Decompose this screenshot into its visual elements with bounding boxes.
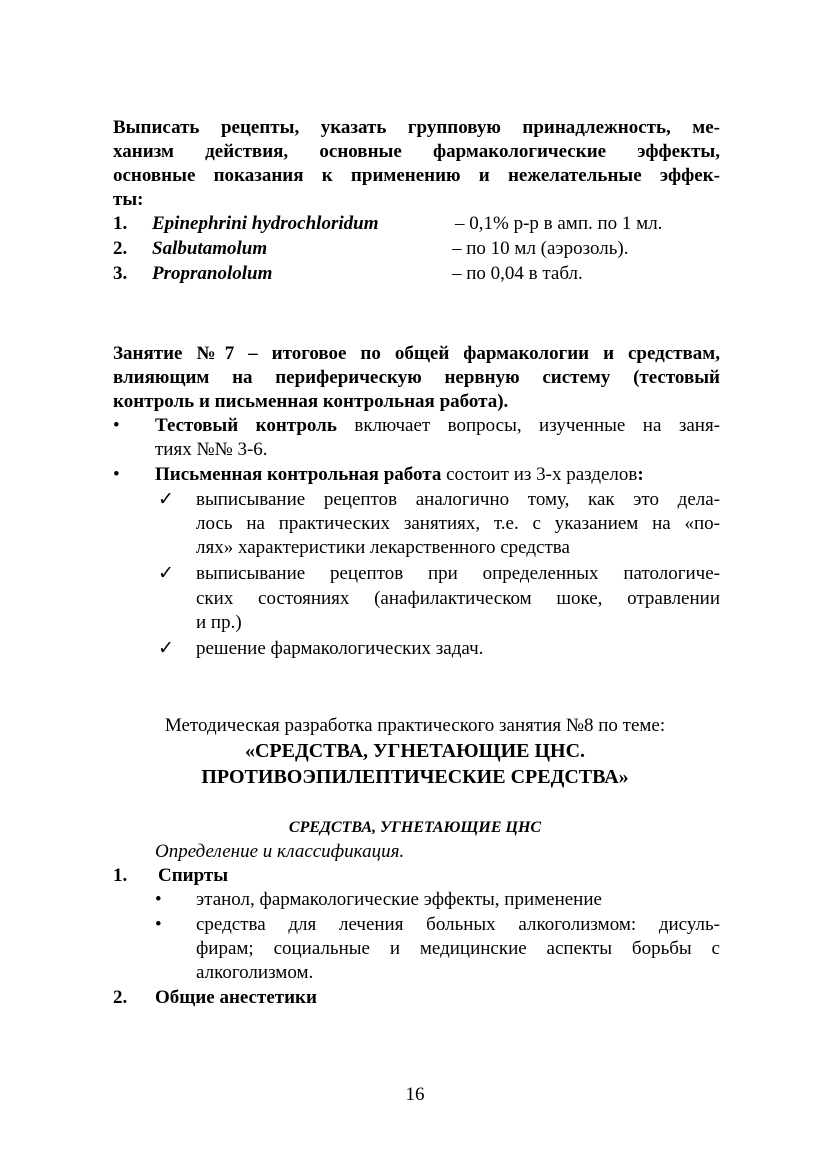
method-title-line-2: ПРОТИВОЭПИЛЕПТИЧЕСКИЕ СРЕДСТВА» xyxy=(201,766,629,788)
page-number: 16 xyxy=(405,1084,425,1105)
test-control-line-1 xyxy=(155,414,720,438)
check-2-line-3: и пр.) xyxy=(196,612,242,633)
check-1-line-3: лях» характеристики лекарственного средства xyxy=(196,537,570,558)
rx-dose-3: – по 0,04 в табл. xyxy=(452,263,583,284)
test-control-label: Тестовый контроль xyxy=(155,415,337,436)
item-1-bullet-2-line-2: фирам; социальные и медицинские аспекты борьбы с xyxy=(196,938,720,959)
lesson7-line-3: контроль и письменная контрольная работа). xyxy=(113,391,509,412)
bullet-icon: • xyxy=(155,914,162,935)
written-work-colon: : xyxy=(637,464,644,485)
intro-line-1: Выписать рецепты, указать групповую принадлежность, ме- xyxy=(113,117,720,138)
rx-name-2: Salbutamolum xyxy=(152,238,268,259)
method-title-line-1: «СРЕДСТВА, УГНЕТАЮЩИЕ ЦНС. xyxy=(244,740,586,762)
checkmark-icon: ✓ xyxy=(158,563,174,584)
test-control-line-2: тиях №№ 3-6. xyxy=(155,439,268,460)
check-1-line-1: выписывание рецептов аналогично тому, как это дела- xyxy=(196,489,720,510)
item-2-number: 2. xyxy=(113,987,128,1008)
intro-line-4: ты: xyxy=(113,189,144,210)
bullet-icon: • xyxy=(155,889,162,910)
check-2-line-1: выписывание рецептов при определенных патологиче- xyxy=(196,563,720,584)
check-2-line-2: ских состояниях (анафилактическом шоке, отравлении xyxy=(196,588,720,609)
rx-num-1: 1. xyxy=(113,213,128,234)
checkmark-icon: ✓ xyxy=(158,489,174,510)
rx-name-1: Epinephrini hydrochloridum xyxy=(152,213,379,234)
rx-dose-2: – по 10 мл (аэрозоль). xyxy=(452,238,629,259)
written-work-line xyxy=(155,463,644,487)
lesson7-line-2: влияющим на периферическую нервную систему (тестовый xyxy=(113,367,720,388)
check-3-line-1: решение фармакологических задач. xyxy=(196,638,484,659)
item-1-bullet-2-line-3: алкоголизмом. xyxy=(196,962,314,983)
rx-num-2: 2. xyxy=(113,238,128,259)
method-intro: Методическая разработка практического занятия №8 по теме: xyxy=(164,715,666,736)
lesson7-line-1: Занятие №7 – итоговое по общей фармакологии и средствам, xyxy=(113,343,720,364)
item-1-number: 1. xyxy=(113,865,128,886)
check-1-line-2: лось на практических занятиях, т.е. с указанием на «по- xyxy=(196,513,720,534)
written-work-text: состоит из 3-х разделов xyxy=(446,464,638,485)
rx-dose-1: – 0,1% р-р в амп. по 1 мл. xyxy=(455,213,663,234)
section-heading: СРЕДСТВА, УГНЕТАЮЩИЕ ЦНС xyxy=(288,819,542,836)
item-1-title: Спирты xyxy=(158,865,229,886)
intro-line-2: ханизм действия, основные фармакологические эффекты, xyxy=(113,141,720,162)
section-subheading: Определение и классификация. xyxy=(155,841,405,862)
checkmark-icon: ✓ xyxy=(158,638,174,659)
rx-num-3: 3. xyxy=(113,263,128,284)
item-1-bullet-1: этанол, фармакологические эффекты, применение xyxy=(196,889,602,910)
bullet-icon: • xyxy=(113,415,120,436)
intro-line-3: основные показания к применению и нежелательные эффек- xyxy=(113,165,720,186)
written-work-label: Письменная контрольная работа xyxy=(155,464,442,485)
bullet-icon: • xyxy=(113,464,120,485)
rx-name-3: Propranololum xyxy=(152,263,273,284)
item-2-title: Общие анестетики xyxy=(155,987,317,1008)
test-control-text: включает вопросы, изученные на заня- xyxy=(354,415,721,436)
item-1-bullet-2-line-1: средства для лечения больных алкоголизмом: дисуль- xyxy=(196,914,720,935)
